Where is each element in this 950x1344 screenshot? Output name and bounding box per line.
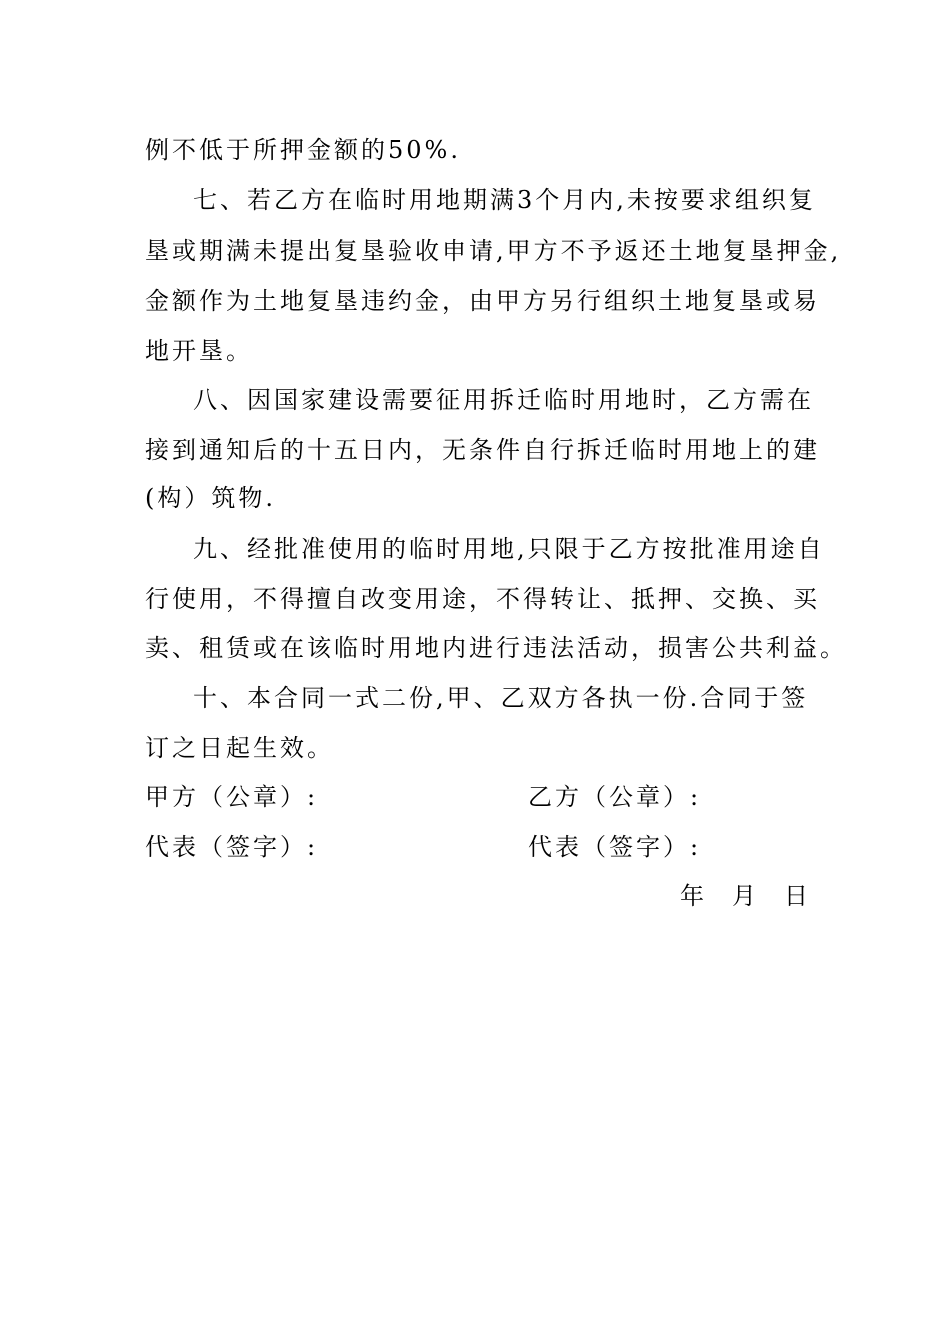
party-b-seal-label: 乙方（公章）:: [528, 783, 702, 811]
date-day: 日: [784, 882, 808, 910]
party-b-representative-label: 代表（签字）:: [528, 833, 702, 861]
clause-seven-line: 垦或期满未提出复垦验收申请,甲方不予返还土地复垦押金,: [145, 237, 842, 265]
clause-nine-line: 行使用，不得擅自改变用途，不得转让、抵押、交换、买: [145, 585, 820, 613]
clause-eight-line: 八、因国家建设需要征用拆迁临时用地时，乙方需在: [193, 386, 814, 414]
clause-seven-line: 地开垦。: [145, 337, 253, 365]
clause-seven-line: 七、若乙方在临时用地期满3个月内,未按要求组织复: [193, 186, 816, 214]
clause-nine-line: 九、经批准使用的临时用地,只限于乙方按批准用途自: [193, 535, 825, 563]
paragraph-line: 例不低于所押金额的50%.: [145, 136, 461, 164]
clause-eight-line: (构）筑物.: [145, 484, 276, 512]
clause-ten-line: 订之日起生效。: [145, 734, 334, 762]
clause-seven-line: 金额作为土地复垦违约金，由甲方另行组织土地复垦或易: [145, 287, 820, 315]
clause-nine-line: 卖、租赁或在该临时用地内进行违法活动，损害公共利益。: [145, 634, 847, 662]
clause-ten-line: 十、本合同一式二份,甲、乙双方各执一份.合同于签: [193, 684, 809, 712]
signing-date: [680, 881, 808, 911]
clause-eight-line: 接到通知后的十五日内，无条件自行拆迁临时用地上的建: [145, 436, 820, 464]
date-year: 年: [680, 882, 704, 910]
party-a-representative-label: 代表（签字）:: [145, 833, 319, 861]
party-a-seal-label: 甲方（公章）:: [145, 783, 319, 811]
date-month: 月: [732, 882, 756, 910]
